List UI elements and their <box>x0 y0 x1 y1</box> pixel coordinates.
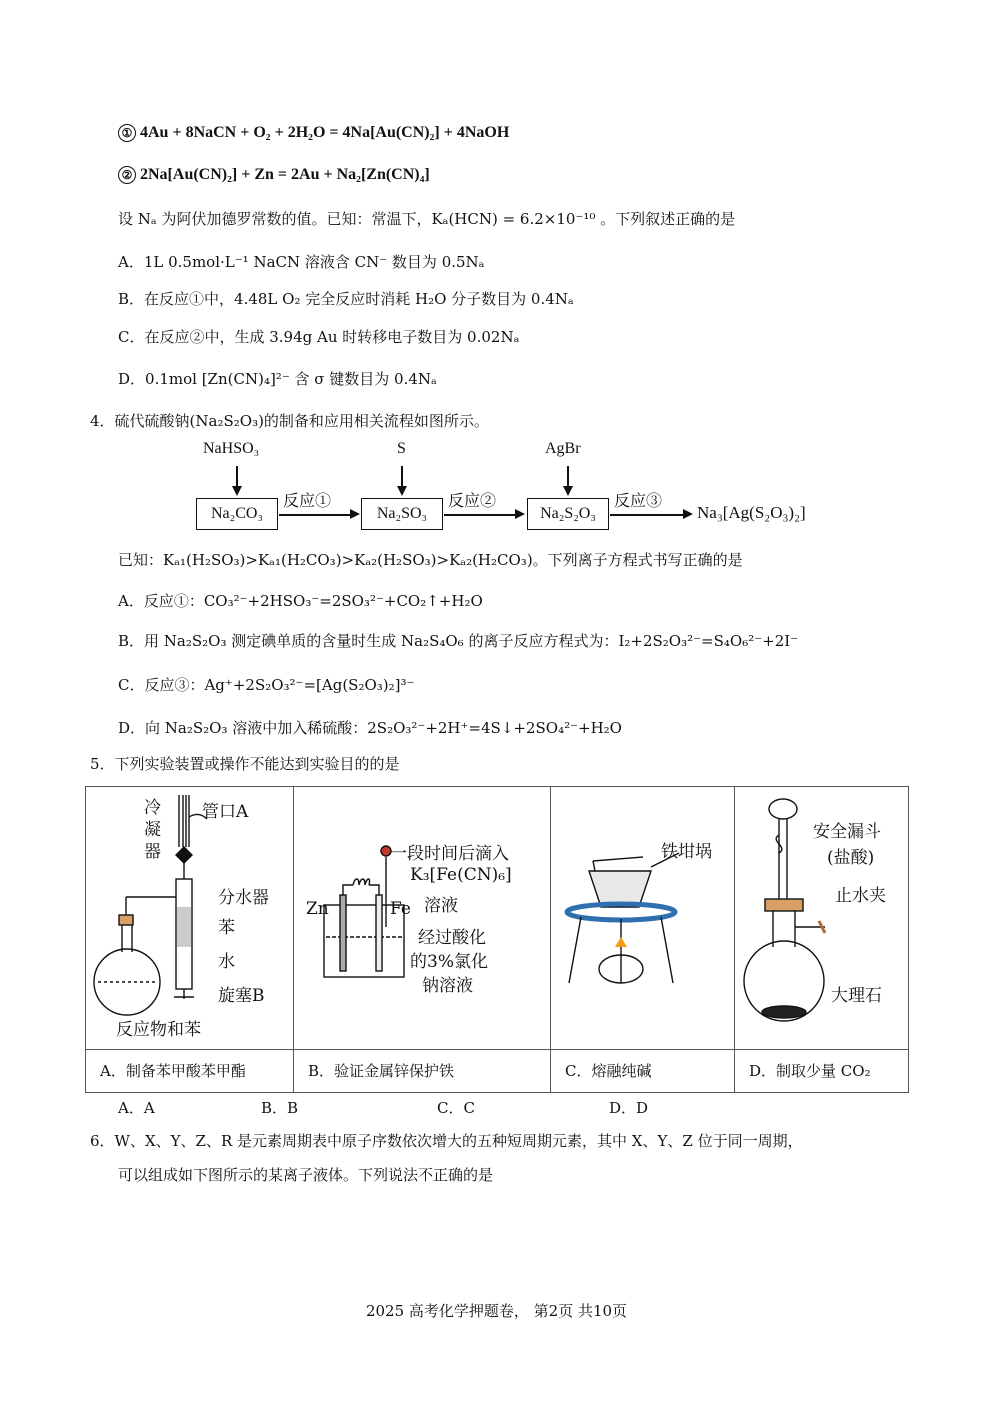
label-b-6: 钠溶液 <box>422 976 473 996</box>
label-b-1: 一段时间后滴入 <box>390 844 509 864</box>
q6-line-2: 可以组成如下图所示的某离子液体。下列说法不正确的是 <box>118 1166 494 1184</box>
label-b-5: 的3%氯化 <box>410 952 488 972</box>
apparatus-c-diagram <box>551 787 734 1049</box>
caption-b: B．验证金属锌保护铁 <box>294 1050 551 1093</box>
caption-d: D．制取少量 CO₂ <box>735 1050 909 1093</box>
label-zn: Zn <box>306 899 329 919</box>
q3-stem: 设 Nₐ 为阿伏加德罗常数的值。已知：常温下，Kₐ(HCN) = 6.2×10⁻¹⁰ 。下列叙述正确的是 <box>118 210 736 228</box>
label-water: 水 <box>218 952 235 972</box>
q4-stem: 4．硫代硫酸钠(Na₂S₂O₃)的制备和应用相关流程如图所示。 <box>90 412 489 430</box>
q3-option-b: B．在反应①中，4.48L O₂ 完全反应时消耗 H₂O 分子数目为 0.4Nₐ <box>118 290 574 308</box>
experiment-table <box>85 786 909 1093</box>
apparatus-a-diagram <box>86 787 293 1049</box>
label-condenser-1: 冷 <box>144 798 161 818</box>
flow-reaction-3: 反应③ <box>614 493 663 510</box>
arrow-down-2 <box>401 466 403 488</box>
arrow-down-3 <box>567 466 569 488</box>
q4-option-d: D．向 Na₂S₂O₃ 溶液中加入稀硫酸：2S₂O₃²⁻+2H⁺=4S↓+2SO₄²⁻+H₂O <box>118 719 622 737</box>
flow-product: Na₃[Ag(S₂O₃)₂] <box>697 503 806 522</box>
q4-option-b: B．用 Na₂S₂O₃ 测定碘单质的含量时生成 Na₂S₄O₆ 的离子反应方程式为：I₂+2S₂O₃²⁻=S₄O₆²⁻+2I⁻ <box>118 632 799 650</box>
label-condenser-2: 凝 <box>144 820 161 840</box>
arrow-down-1-head <box>232 486 242 496</box>
label-b-2: K₃[Fe(CN)₆] <box>410 865 512 885</box>
arrow-down-2-head <box>397 486 407 496</box>
equation-1 <box>118 124 509 142</box>
q4-known: 已知：Kₐ₁(H₂SO₃)>Kₐ₁(H₂CO₃)>Kₐ₂(H₂SO₃)>Kₐ₂(H₂CO₃)。下列离子方程式书写正确的是 <box>118 551 743 569</box>
q5-stem: 5．下列实验装置或操作不能达到实验目的的是 <box>90 755 400 773</box>
label-condenser-3: 器 <box>144 842 161 862</box>
apparatus-b-diagram <box>294 787 550 1049</box>
label-iron-crucible: 铁坩埚 <box>661 842 712 862</box>
label-b-4: 经过酸化 <box>418 928 486 948</box>
arrow-right-3 <box>610 514 684 516</box>
label-flask: 反应物和苯 <box>116 1020 201 1040</box>
circled-number-1: ① <box>118 124 136 142</box>
label-benzene: 苯 <box>218 918 235 938</box>
figure-a-cell <box>86 787 294 1050</box>
arrow-down-3-head <box>563 486 573 496</box>
label-valve-b: 旋塞B <box>218 986 265 1006</box>
flow-box-na2s2o3: Na₂S₂O₃ <box>527 498 609 530</box>
figure-a <box>86 787 293 1049</box>
flow-box-na2co3: Na₂CO₃ <box>196 498 278 530</box>
label-b-3: 溶液 <box>424 896 458 916</box>
arrow-right-2 <box>444 514 516 516</box>
figure-d <box>735 787 908 1049</box>
caption-c: C．熔融纯碱 <box>551 1050 735 1093</box>
caption-a: A．制备苯甲酸苯甲酯 <box>86 1050 294 1093</box>
equation-2 <box>118 166 430 184</box>
label-pipe-a: 管口A <box>202 802 249 822</box>
q5-choice-b: B．B <box>261 1099 299 1117</box>
arrow-down-1 <box>236 466 238 488</box>
label-marble: 大理石 <box>831 986 882 1006</box>
q5-choice-c: C．C <box>437 1099 475 1117</box>
label-safety-funnel: 安全漏斗 <box>813 822 881 842</box>
flow-input-s: S <box>397 440 406 457</box>
q5-choice-a: A．A <box>118 1099 155 1117</box>
flow-reaction-2: 反应② <box>448 493 497 510</box>
label-clip: 止水夹 <box>835 886 886 906</box>
flow-box-na2so3: Na₂SO₃ <box>361 498 443 530</box>
flow-input-agbr: AgBr <box>545 440 581 457</box>
flow-reaction-1: 反应① <box>283 493 332 510</box>
flow-input-nahso3: NaHSO₃ <box>203 440 260 457</box>
arrow-right-1 <box>279 514 351 516</box>
circled-number-2: ② <box>118 166 136 184</box>
label-separator: 分水器 <box>218 888 269 908</box>
equation-1-text: 4Au + 8NaCN + O₂ + 2H₂O = 4Na[Au(CN)₂] + 4NaOH <box>140 124 510 141</box>
q3-option-a: A．1L 0.5mol·L⁻¹ NaCN 溶液含 CN⁻ 数目为 0.5Nₐ <box>118 253 485 271</box>
q3-option-d: D．0.1mol [Zn(CN)₄]²⁻ 含 σ 键数目为 0.4Nₐ <box>118 370 437 388</box>
q3-option-c: C．在反应②中，生成 3.94g Au 时转移电子数目为 0.02Nₐ <box>118 328 520 346</box>
figure-b <box>294 787 550 1049</box>
q6-line-1: 6．W、X、Y、Z、R 是元素周期表中原子序数依次增大的五种短周期元素，其中 X、Y、Z 位于同一周期， <box>90 1132 803 1150</box>
equation-2-text: 2Na[Au(CN)₂] + Zn = 2Au + Na₂[Zn(CN)₄] <box>140 166 430 183</box>
arrow-right-2-head <box>515 509 525 519</box>
q5-choice-d: D．D <box>609 1099 649 1117</box>
figure-d-cell <box>735 787 909 1050</box>
figure-c-cell <box>551 787 735 1050</box>
q4-option-a: A．反应①：CO₃²⁻+2HSO₃⁻=2SO₃²⁻+CO₂↑+H₂O <box>118 592 483 610</box>
figure-b-cell <box>294 787 551 1050</box>
q4-option-c: C．反应③：Ag⁺+2S₂O₃²⁻=[Ag(S₂O₃)₂]³⁻ <box>118 676 415 694</box>
label-hcl: (盐酸) <box>827 848 875 868</box>
arrow-right-3-head <box>683 509 693 519</box>
label-fe: Fe <box>390 899 411 919</box>
arrow-right-1-head <box>350 509 360 519</box>
page-footer: 2025 高考化学押题卷， 第2页 共10页 <box>365 1302 628 1320</box>
figure-c <box>551 787 734 1049</box>
